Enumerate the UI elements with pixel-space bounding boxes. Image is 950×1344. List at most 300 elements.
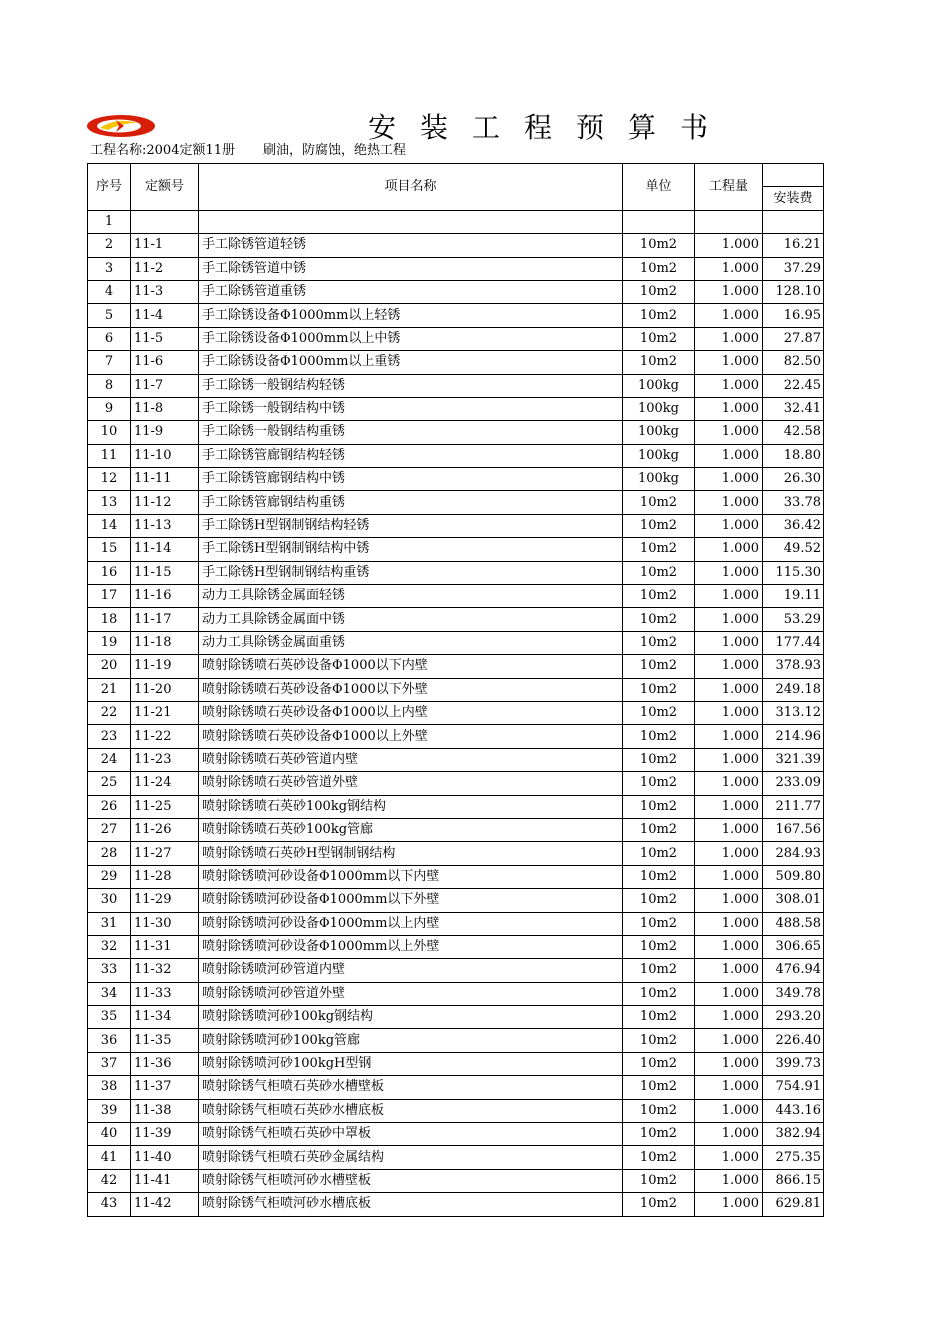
cell-unit: 100kg xyxy=(623,444,695,467)
cell-name: 手工除锈一般钢结构中锈 xyxy=(199,397,623,420)
column-header-unit: 单位 xyxy=(623,164,695,211)
cell-qty: 1.000 xyxy=(695,912,763,935)
cell-code: 11-29 xyxy=(131,889,199,912)
cell-seq: 34 xyxy=(88,982,131,1005)
table-row xyxy=(88,655,824,678)
cell-fee: 115.30 xyxy=(763,561,824,584)
table-row xyxy=(88,982,824,1005)
table-row xyxy=(88,701,824,724)
cell-seq: 9 xyxy=(88,397,131,420)
cell-fee: 18.80 xyxy=(763,444,824,467)
cell-name: 手工除锈管廊钢结构中锈 xyxy=(199,468,623,491)
cell-qty: 1.000 xyxy=(695,304,763,327)
project-name: 工程名称:2004定额11册 xyxy=(90,143,236,158)
cell-qty: 1.000 xyxy=(695,748,763,771)
cell-name: 喷射除锈喷石英砂100kg钢结构 xyxy=(199,795,623,818)
cell-code: 11-19 xyxy=(131,655,199,678)
table-row xyxy=(88,538,824,561)
cell-code: 11-12 xyxy=(131,491,199,514)
cell-qty: 1.000 xyxy=(695,1169,763,1192)
cell-seq: 27 xyxy=(88,818,131,841)
cell-seq: 5 xyxy=(88,304,131,327)
cell-seq: 38 xyxy=(88,1076,131,1099)
cell-fee: 26.30 xyxy=(763,468,824,491)
table-row xyxy=(88,935,824,958)
cell-name: 手工除锈管道轻锈 xyxy=(199,234,623,257)
cell-seq: 3 xyxy=(88,257,131,280)
cell-qty: 1.000 xyxy=(695,725,763,748)
cell-seq: 16 xyxy=(88,561,131,584)
cell-qty: 1.000 xyxy=(695,444,763,467)
cell-seq: 40 xyxy=(88,1123,131,1146)
column-header-qty: 工程量 xyxy=(695,164,763,211)
cell-seq: 28 xyxy=(88,842,131,865)
column-header-code: 定额号 xyxy=(131,164,199,211)
cell-seq: 24 xyxy=(88,748,131,771)
cell-unit: 10m2 xyxy=(623,748,695,771)
cell-fee: 284.93 xyxy=(763,842,824,865)
cell-unit: 10m2 xyxy=(623,935,695,958)
cell-code: 11-4 xyxy=(131,304,199,327)
cell-fee: 233.09 xyxy=(763,772,824,795)
cell-unit xyxy=(623,210,695,233)
cell-qty: 1.000 xyxy=(695,842,763,865)
table-row xyxy=(88,234,824,257)
cell-seq: 7 xyxy=(88,351,131,374)
cell-fee: 214.96 xyxy=(763,725,824,748)
cell-unit: 10m2 xyxy=(623,655,695,678)
cell-unit: 10m2 xyxy=(623,351,695,374)
cell-seq: 23 xyxy=(88,725,131,748)
cell-seq: 18 xyxy=(88,608,131,631)
cell-qty: 1.000 xyxy=(695,585,763,608)
cell-unit: 10m2 xyxy=(623,608,695,631)
cell-fee: 177.44 xyxy=(763,631,824,654)
cell-fee: 275.35 xyxy=(763,1146,824,1169)
cell-seq: 1 xyxy=(88,210,131,233)
cell-name: 喷射除锈喷石英砂100kg管廊 xyxy=(199,818,623,841)
cell-unit: 10m2 xyxy=(623,234,695,257)
cell-name: 手工除锈管廊钢结构轻锈 xyxy=(199,444,623,467)
cell-fee: 33.78 xyxy=(763,491,824,514)
cell-qty: 1.000 xyxy=(695,1123,763,1146)
cell-fee: 308.01 xyxy=(763,889,824,912)
cell-seq: 30 xyxy=(88,889,131,912)
cell-name: 手工除锈管道重锈 xyxy=(199,280,623,303)
cell-name: 手工除锈设备Φ1000mm以上轻锈 xyxy=(199,304,623,327)
cell-fee: 49.52 xyxy=(763,538,824,561)
cell-qty: 1.000 xyxy=(695,491,763,514)
table-row xyxy=(88,1076,824,1099)
table-row xyxy=(88,374,824,397)
cell-code: 11-28 xyxy=(131,865,199,888)
cell-qty: 1.000 xyxy=(695,1029,763,1052)
cell-fee: 226.40 xyxy=(763,1029,824,1052)
cell-name: 喷射除锈喷石英砂管道内壁 xyxy=(199,748,623,771)
cell-fee: 321.39 xyxy=(763,748,824,771)
cell-qty: 1.000 xyxy=(695,678,763,701)
cell-seq: 13 xyxy=(88,491,131,514)
table-row xyxy=(88,842,824,865)
cell-seq: 25 xyxy=(88,772,131,795)
cell-code: 11-15 xyxy=(131,561,199,584)
cell-qty: 1.000 xyxy=(695,982,763,1005)
cell-name: 动力工具除锈金属面轻锈 xyxy=(199,585,623,608)
cell-fee: 378.93 xyxy=(763,655,824,678)
cell-fee: 82.50 xyxy=(763,351,824,374)
cell-code: 11-8 xyxy=(131,397,199,420)
cell-seq: 33 xyxy=(88,959,131,982)
table-row xyxy=(88,1169,824,1192)
cell-seq: 20 xyxy=(88,655,131,678)
cell-seq: 26 xyxy=(88,795,131,818)
cell-seq: 19 xyxy=(88,631,131,654)
cell-fee: 42.58 xyxy=(763,421,824,444)
cell-unit: 10m2 xyxy=(623,678,695,701)
table-row xyxy=(88,585,824,608)
table-row xyxy=(88,280,824,303)
cell-code: 11-20 xyxy=(131,678,199,701)
cell-qty: 1.000 xyxy=(695,935,763,958)
cell-fee: 443.16 xyxy=(763,1099,824,1122)
cell-fee: 249.18 xyxy=(763,678,824,701)
table-row xyxy=(88,351,824,374)
table-row xyxy=(88,889,824,912)
table-row xyxy=(88,1146,824,1169)
cell-name: 喷射除锈喷河砂100kg钢结构 xyxy=(199,1006,623,1029)
cell-qty: 1.000 xyxy=(695,865,763,888)
cell-name: 喷射除锈气柜喷河砂水槽底板 xyxy=(199,1193,623,1216)
cell-code: 11-24 xyxy=(131,772,199,795)
cell-name: 手工除锈一般钢结构重锈 xyxy=(199,421,623,444)
cell-name: 手工除锈设备Φ1000mm以上中锈 xyxy=(199,327,623,350)
table-row xyxy=(88,818,824,841)
cell-seq: 2 xyxy=(88,234,131,257)
cell-name: 手工除锈管廊钢结构重锈 xyxy=(199,491,623,514)
cell-name: 喷射除锈气柜喷石英砂水槽底板 xyxy=(199,1099,623,1122)
table-row xyxy=(88,1099,824,1122)
cell-code xyxy=(131,210,199,233)
cell-qty: 1.000 xyxy=(695,327,763,350)
cell-name: 喷射除锈气柜喷石英砂中罩板 xyxy=(199,1123,623,1146)
cell-unit: 10m2 xyxy=(623,304,695,327)
cell-code: 11-1 xyxy=(131,234,199,257)
cell-seq: 37 xyxy=(88,1052,131,1075)
table-row xyxy=(88,748,824,771)
cell-code: 11-26 xyxy=(131,818,199,841)
cell-name: 喷射除锈喷河砂设备Φ1000mm以上外壁 xyxy=(199,935,623,958)
cell-fee: 211.77 xyxy=(763,795,824,818)
cell-name: 喷射除锈喷石英砂设备Φ1000以下外壁 xyxy=(199,678,623,701)
cell-name: 喷射除锈喷石英砂设备Φ1000以上内壁 xyxy=(199,701,623,724)
cell-unit: 10m2 xyxy=(623,842,695,865)
cell-unit: 10m2 xyxy=(623,1169,695,1192)
project-info xyxy=(90,143,406,159)
table-row xyxy=(88,1193,824,1216)
cell-unit: 10m2 xyxy=(623,327,695,350)
cell-name: 手工除锈管道中锈 xyxy=(199,257,623,280)
table-row xyxy=(88,304,824,327)
cell-name: 喷射除锈喷石英砂设备Φ1000以下内壁 xyxy=(199,655,623,678)
cell-code: 11-10 xyxy=(131,444,199,467)
cell-unit: 100kg xyxy=(623,374,695,397)
column-header-fee-top xyxy=(763,164,824,187)
cell-unit: 10m2 xyxy=(623,1123,695,1146)
table-row xyxy=(88,1029,824,1052)
cell-fee: 32.41 xyxy=(763,397,824,420)
cell-unit: 10m2 xyxy=(623,818,695,841)
cell-unit: 10m2 xyxy=(623,585,695,608)
cell-fee: 53.29 xyxy=(763,608,824,631)
cell-unit: 10m2 xyxy=(623,1006,695,1029)
table-row xyxy=(88,1006,824,1029)
cell-qty: 1.000 xyxy=(695,468,763,491)
cell-seq: 41 xyxy=(88,1146,131,1169)
cell-code: 11-17 xyxy=(131,608,199,631)
table-row xyxy=(88,561,824,584)
cell-qty: 1.000 xyxy=(695,959,763,982)
cell-qty: 1.000 xyxy=(695,538,763,561)
cell-name: 喷射除锈喷河砂设备Φ1000mm以上内壁 xyxy=(199,912,623,935)
cell-qty: 1.000 xyxy=(695,889,763,912)
cell-qty: 1.000 xyxy=(695,1006,763,1029)
cell-qty: 1.000 xyxy=(695,397,763,420)
cell-fee xyxy=(763,210,824,233)
cell-qty: 1.000 xyxy=(695,608,763,631)
cell-code: 11-33 xyxy=(131,982,199,1005)
table-row xyxy=(88,912,824,935)
cell-code: 11-3 xyxy=(131,280,199,303)
cell-code: 11-6 xyxy=(131,351,199,374)
cell-name: 手工除锈设备Φ1000mm以上重锈 xyxy=(199,351,623,374)
cell-qty: 1.000 xyxy=(695,1076,763,1099)
cell-fee: 293.20 xyxy=(763,1006,824,1029)
cell-code: 11-5 xyxy=(131,327,199,350)
cell-name: 喷射除锈喷河砂管道外壁 xyxy=(199,982,623,1005)
cell-fee: 19.11 xyxy=(763,585,824,608)
cell-unit: 10m2 xyxy=(623,538,695,561)
cell-name: 喷射除锈气柜喷河砂水槽壁板 xyxy=(199,1169,623,1192)
table-row xyxy=(88,725,824,748)
cell-qty: 1.000 xyxy=(695,1052,763,1075)
cell-name: 喷射除锈喷河砂100kg管廊 xyxy=(199,1029,623,1052)
cell-qty: 1.000 xyxy=(695,374,763,397)
cell-code: 11-32 xyxy=(131,959,199,982)
cell-seq: 12 xyxy=(88,468,131,491)
table-row xyxy=(88,491,824,514)
cell-name: 手工除锈H型钢制钢结构中锈 xyxy=(199,538,623,561)
cell-seq: 8 xyxy=(88,374,131,397)
cell-seq: 32 xyxy=(88,935,131,958)
cell-code: 11-23 xyxy=(131,748,199,771)
cell-name xyxy=(199,210,623,233)
cell-qty: 1.000 xyxy=(695,351,763,374)
cell-fee: 167.56 xyxy=(763,818,824,841)
cell-fee: 27.87 xyxy=(763,327,824,350)
cell-qty xyxy=(695,210,763,233)
cell-seq: 21 xyxy=(88,678,131,701)
table-row xyxy=(88,1052,824,1075)
cell-seq: 22 xyxy=(88,701,131,724)
cell-fee: 866.15 xyxy=(763,1169,824,1192)
cell-seq: 42 xyxy=(88,1169,131,1192)
cell-unit: 10m2 xyxy=(623,1193,695,1216)
table-row xyxy=(88,397,824,420)
table-row xyxy=(88,865,824,888)
table-row xyxy=(88,468,824,491)
cell-code: 11-16 xyxy=(131,585,199,608)
cell-qty: 1.000 xyxy=(695,795,763,818)
cell-unit: 10m2 xyxy=(623,280,695,303)
cell-qty: 1.000 xyxy=(695,561,763,584)
cell-unit: 10m2 xyxy=(623,795,695,818)
table-header-row xyxy=(88,164,824,187)
table-row xyxy=(88,959,824,982)
cell-unit: 100kg xyxy=(623,468,695,491)
cell-code: 11-38 xyxy=(131,1099,199,1122)
cell-name: 手工除锈H型钢制钢结构重锈 xyxy=(199,561,623,584)
column-header-name: 项目名称 xyxy=(199,164,623,211)
cell-code: 11-41 xyxy=(131,1169,199,1192)
cell-code: 11-13 xyxy=(131,514,199,537)
cell-unit: 10m2 xyxy=(623,889,695,912)
cell-code: 11-11 xyxy=(131,468,199,491)
cell-code: 11-14 xyxy=(131,538,199,561)
cell-seq: 10 xyxy=(88,421,131,444)
cell-name: 手工除锈一般钢结构轻锈 xyxy=(199,374,623,397)
cell-code: 11-42 xyxy=(131,1193,199,1216)
cell-qty: 1.000 xyxy=(695,514,763,537)
column-header-fee: 安装费 xyxy=(763,187,824,210)
cell-code: 11-25 xyxy=(131,795,199,818)
cell-unit: 10m2 xyxy=(623,725,695,748)
table-row xyxy=(88,514,824,537)
cell-unit: 10m2 xyxy=(623,257,695,280)
cell-name: 喷射除锈喷石英砂设备Φ1000以上外壁 xyxy=(199,725,623,748)
cell-unit: 10m2 xyxy=(623,1076,695,1099)
cell-seq: 11 xyxy=(88,444,131,467)
cell-name: 喷射除锈气柜喷石英砂水槽壁板 xyxy=(199,1076,623,1099)
cell-fee: 382.94 xyxy=(763,1123,824,1146)
cell-name: 手工除锈H型钢制钢结构轻锈 xyxy=(199,514,623,537)
cell-unit: 100kg xyxy=(623,397,695,420)
cell-qty: 1.000 xyxy=(695,280,763,303)
project-description: 刷油，防腐蚀，绝热工程 xyxy=(263,143,407,158)
cell-unit: 10m2 xyxy=(623,1099,695,1122)
table-row xyxy=(88,608,824,631)
cell-qty: 1.000 xyxy=(695,257,763,280)
cell-qty: 1.000 xyxy=(695,772,763,795)
table-row xyxy=(88,631,824,654)
cell-seq: 17 xyxy=(88,585,131,608)
cell-unit: 10m2 xyxy=(623,772,695,795)
cell-name: 喷射除锈喷河砂设备Φ1000mm以下外壁 xyxy=(199,889,623,912)
cell-code: 11-18 xyxy=(131,631,199,654)
table-row xyxy=(88,257,824,280)
cell-code: 11-22 xyxy=(131,725,199,748)
cell-name: 喷射除锈喷河砂管道内壁 xyxy=(199,959,623,982)
cell-unit: 10m2 xyxy=(623,865,695,888)
budget-table xyxy=(87,163,824,1217)
cell-seq: 15 xyxy=(88,538,131,561)
cell-fee: 313.12 xyxy=(763,701,824,724)
cell-name: 喷射除锈气柜喷石英砂金属结构 xyxy=(199,1146,623,1169)
cell-unit: 10m2 xyxy=(623,701,695,724)
table-row xyxy=(88,678,824,701)
cell-code: 11-2 xyxy=(131,257,199,280)
cell-code: 11-37 xyxy=(131,1076,199,1099)
cell-fee: 16.95 xyxy=(763,304,824,327)
cell-name: 动力工具除锈金属面中锈 xyxy=(199,608,623,631)
cell-name: 喷射除锈喷石英砂H型钢制钢结构 xyxy=(199,842,623,865)
cell-fee: 22.45 xyxy=(763,374,824,397)
cell-fee: 16.21 xyxy=(763,234,824,257)
cell-seq: 36 xyxy=(88,1029,131,1052)
cell-seq: 6 xyxy=(88,327,131,350)
cell-unit: 10m2 xyxy=(623,959,695,982)
cell-seq: 4 xyxy=(88,280,131,303)
cell-code: 11-27 xyxy=(131,842,199,865)
cell-fee: 488.58 xyxy=(763,912,824,935)
table-row xyxy=(88,421,824,444)
page-title: 安装工程预算书 xyxy=(368,111,733,144)
column-header-seq: 序号 xyxy=(88,164,131,211)
cell-name: 动力工具除锈金属面重锈 xyxy=(199,631,623,654)
cell-fee: 629.81 xyxy=(763,1193,824,1216)
cell-seq: 29 xyxy=(88,865,131,888)
cell-code: 11-30 xyxy=(131,912,199,935)
cell-fee: 509.80 xyxy=(763,865,824,888)
cell-unit: 10m2 xyxy=(623,491,695,514)
table-row xyxy=(88,795,824,818)
cell-seq: 43 xyxy=(88,1193,131,1216)
cell-qty: 1.000 xyxy=(695,1146,763,1169)
cell-qty: 1.000 xyxy=(695,421,763,444)
cell-code: 11-21 xyxy=(131,701,199,724)
cell-name: 喷射除锈喷石英砂管道外壁 xyxy=(199,772,623,795)
cell-fee: 128.10 xyxy=(763,280,824,303)
cell-qty: 1.000 xyxy=(695,631,763,654)
cell-code: 11-40 xyxy=(131,1146,199,1169)
cell-fee: 476.94 xyxy=(763,959,824,982)
table-row xyxy=(88,444,824,467)
cell-qty: 1.000 xyxy=(695,1193,763,1216)
cell-unit: 100kg xyxy=(623,421,695,444)
cell-code: 11-31 xyxy=(131,935,199,958)
table-row xyxy=(88,1123,824,1146)
cell-code: 11-9 xyxy=(131,421,199,444)
cell-fee: 36.42 xyxy=(763,514,824,537)
cell-qty: 1.000 xyxy=(695,1099,763,1122)
cell-fee: 754.91 xyxy=(763,1076,824,1099)
cell-unit: 10m2 xyxy=(623,1052,695,1075)
company-logo-icon xyxy=(86,114,156,138)
cell-unit: 10m2 xyxy=(623,631,695,654)
cell-seq: 14 xyxy=(88,514,131,537)
table-row xyxy=(88,327,824,350)
cell-name: 喷射除锈喷河砂设备Φ1000mm以下内壁 xyxy=(199,865,623,888)
cell-seq: 31 xyxy=(88,912,131,935)
cell-name: 喷射除锈喷河砂100kgH型钢 xyxy=(199,1052,623,1075)
cell-code: 11-7 xyxy=(131,374,199,397)
cell-fee: 306.65 xyxy=(763,935,824,958)
cell-unit: 10m2 xyxy=(623,1029,695,1052)
cell-code: 11-34 xyxy=(131,1006,199,1029)
table-row-blank xyxy=(88,210,824,233)
cell-code: 11-35 xyxy=(131,1029,199,1052)
cell-unit: 10m2 xyxy=(623,1146,695,1169)
cell-seq: 39 xyxy=(88,1099,131,1122)
